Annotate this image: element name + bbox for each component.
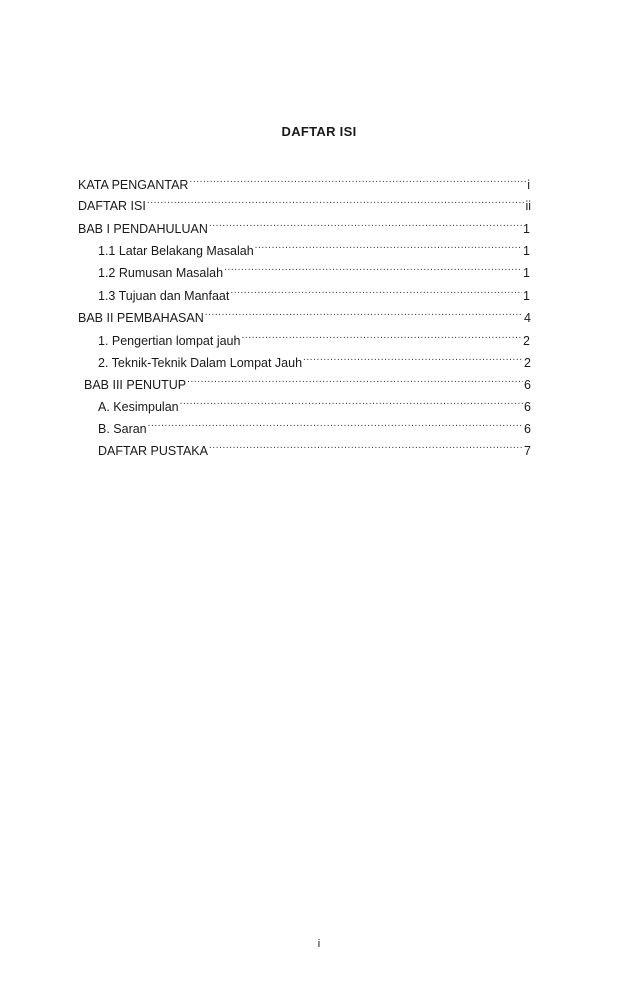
toc-leader-dots <box>147 196 525 210</box>
toc-entry-bab-2 <box>78 308 531 326</box>
toc-entry-1-1 <box>98 241 530 259</box>
toc-entry-page: i <box>527 178 530 192</box>
toc-entry-label: BAB II PEMBAHASAN <box>78 311 204 325</box>
toc-entry-label: BAB I PENDAHULUAN <box>78 222 208 236</box>
toc-leader-dots <box>189 175 526 189</box>
toc-entry-label: KATA PENGANTAR <box>78 178 189 192</box>
toc-entry-2-2 <box>98 353 531 371</box>
toc-entry-bab-3 <box>84 375 531 393</box>
toc-entry-label: DAFTAR ISI <box>78 199 146 213</box>
toc-entry-page: 1 <box>523 222 530 236</box>
toc-leader-dots <box>255 241 522 255</box>
toc-entry-bab-1 <box>78 219 530 237</box>
toc-entry-1-2 <box>98 263 530 281</box>
toc-entry-label: DAFTAR PUSTAKA <box>98 444 208 458</box>
toc-entry-label: 1. Pengertian lompat jauh <box>98 334 241 348</box>
toc-entry-page: 1 <box>523 289 530 303</box>
toc-entry-label: 1.3 Tujuan dan Manfaat <box>98 289 230 303</box>
toc-leader-dots <box>241 331 522 345</box>
toc-entry-page: 6 <box>524 378 531 392</box>
toc-entry-page: 7 <box>524 444 531 458</box>
toc-entry-label: 2. Teknik-Teknik Dalam Lompat Jauh <box>98 356 303 370</box>
toc-entry-kata-pengantar <box>78 175 530 193</box>
toc-entry-label: 1.2 Rumusan Masalah <box>98 266 224 280</box>
toc-entry-page: 2 <box>523 334 530 348</box>
page-title: DAFTAR ISI <box>281 124 357 139</box>
toc-leader-dots <box>209 219 522 233</box>
toc-entry-label: A. Kesimpulan <box>98 400 179 414</box>
toc-entry-daftar-pustaka <box>98 441 531 459</box>
toc-entry-label: B. Saran <box>98 422 147 436</box>
toc-leader-dots <box>148 419 523 433</box>
toc-entry-page: ii <box>525 199 531 213</box>
toc-leader-dots <box>224 263 522 277</box>
toc-entry-daftar-isi <box>78 196 531 214</box>
toc-entry-page: 1 <box>523 266 530 280</box>
toc-entry-label: BAB III PENUTUP <box>84 378 187 392</box>
toc-entry-page: 6 <box>524 400 531 414</box>
toc-entry-3-b <box>98 419 531 437</box>
toc-entry-page: 1 <box>523 244 530 258</box>
toc-leader-dots <box>205 308 523 322</box>
toc-entry-page: 6 <box>524 422 531 436</box>
toc-entry-page: 2 <box>524 356 531 370</box>
footer-page-number: i <box>317 938 321 950</box>
toc-leader-dots <box>187 375 523 389</box>
toc-leader-dots <box>180 397 523 411</box>
toc-entry-page: 4 <box>524 311 531 325</box>
toc-entry-3-a <box>98 397 531 415</box>
toc-leader-dots <box>303 353 523 367</box>
toc-entry-1-3 <box>98 286 530 304</box>
toc-entry-2-1 <box>98 331 530 349</box>
toc-entry-label: 1.1 Latar Belakang Masalah <box>98 244 254 258</box>
toc-leader-dots <box>209 441 523 455</box>
toc-leader-dots <box>230 286 522 300</box>
